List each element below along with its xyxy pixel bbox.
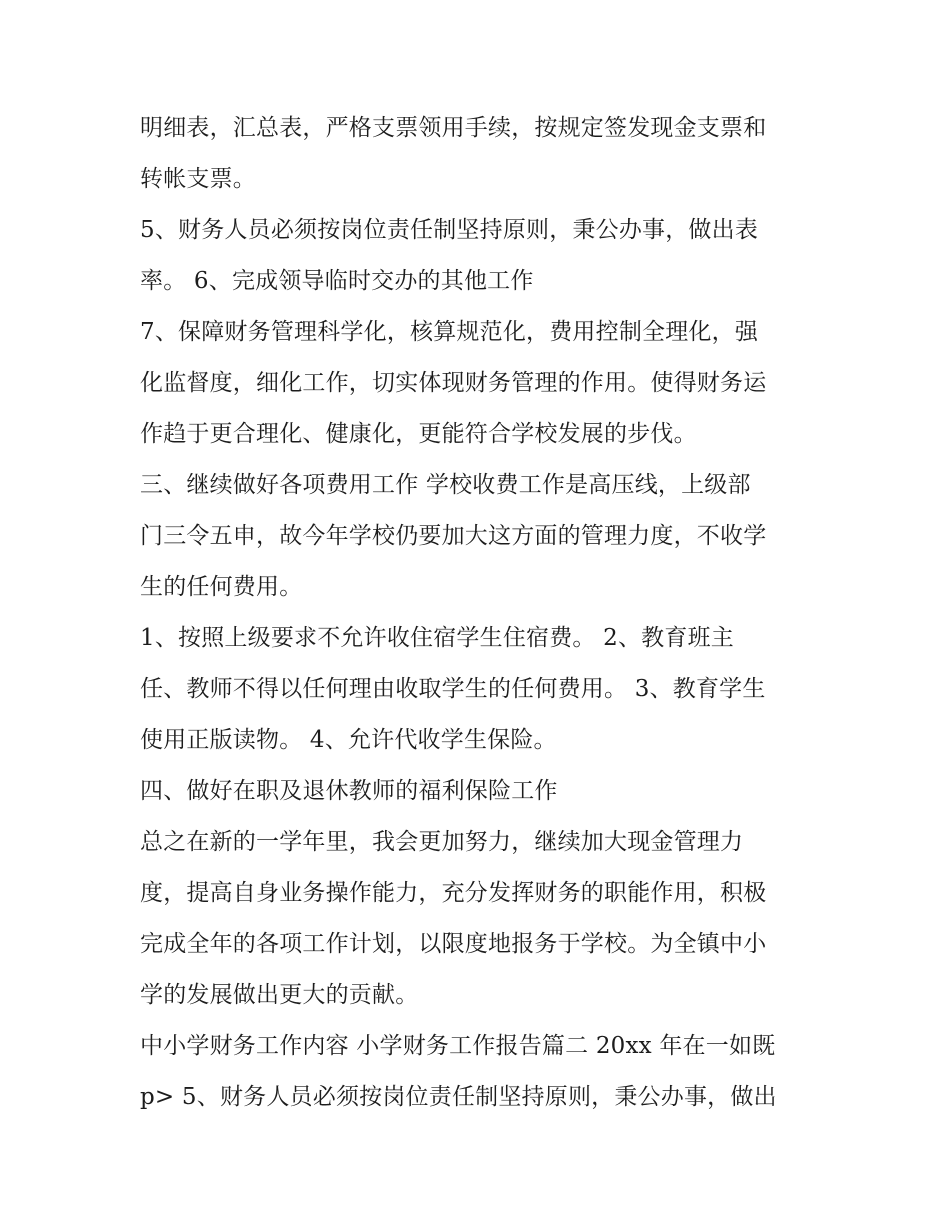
text-line: p> 5、财务人员必须按岗位责任制坚持原则，秉公办事，做出 <box>140 1084 777 1110</box>
section-heading-line: 三、继续做好各项费用工作 学校收费工作是高压线，上级部 <box>140 472 751 498</box>
text-line: 转帐支票。 <box>140 166 256 192</box>
text-line: 率。 6、完成领导临时交办的其他工作 <box>140 268 534 294</box>
text-line: 5、财务人员必须按岗位责任制坚持原则，秉公办事，做出表 <box>140 217 759 243</box>
text-line: 度，提高自身业务操作能力，充分发挥财务的职能作用，积极 <box>140 880 767 906</box>
document-body <box>140 103 830 1123</box>
text-line: 明细表，汇总表，严格支票领用手续，按规定签发现金支票和 <box>140 115 767 141</box>
text-line: 生的任何费用。 <box>140 574 303 600</box>
text-line: 1、按照上级要求不允许收住宿学生住宿费。 2、教育班主 <box>140 625 734 651</box>
section-heading-line: 四、做好在职及退休教师的福利保险工作 <box>140 778 558 804</box>
text-line: 中小学财务工作内容 小学财务工作报告篇二 20xx 年在一如既 <box>140 1033 776 1059</box>
text-line: 作趋于更合理化、健康化，更能符合学校发展的步伐。 <box>140 421 697 447</box>
text-line: 总之在新的一学年里，我会更加努力，继续加大现金管理力 <box>140 829 744 855</box>
text-line: 使用正版读物。 4、允许代收学生保险。 <box>140 727 557 753</box>
text-line: 学的发展做出更大的贡献。 <box>140 982 419 1008</box>
text-line: 任、教师不得以任何理由收取学生的任何费用。 3、教育学生 <box>140 676 766 702</box>
text-line: 完成全年的各项工作计划，以限度地报务于学校。为全镇中小 <box>140 931 767 957</box>
text-line: 门三令五申，故今年学校仍要加大这方面的管理力度，不收学 <box>140 523 767 549</box>
text-line: 7、保障财务管理科学化，核算规范化，费用控制全理化，强 <box>140 319 759 345</box>
text-line: 化监督度，细化工作，切实体现财务管理的作用。使得财务运 <box>140 370 767 396</box>
